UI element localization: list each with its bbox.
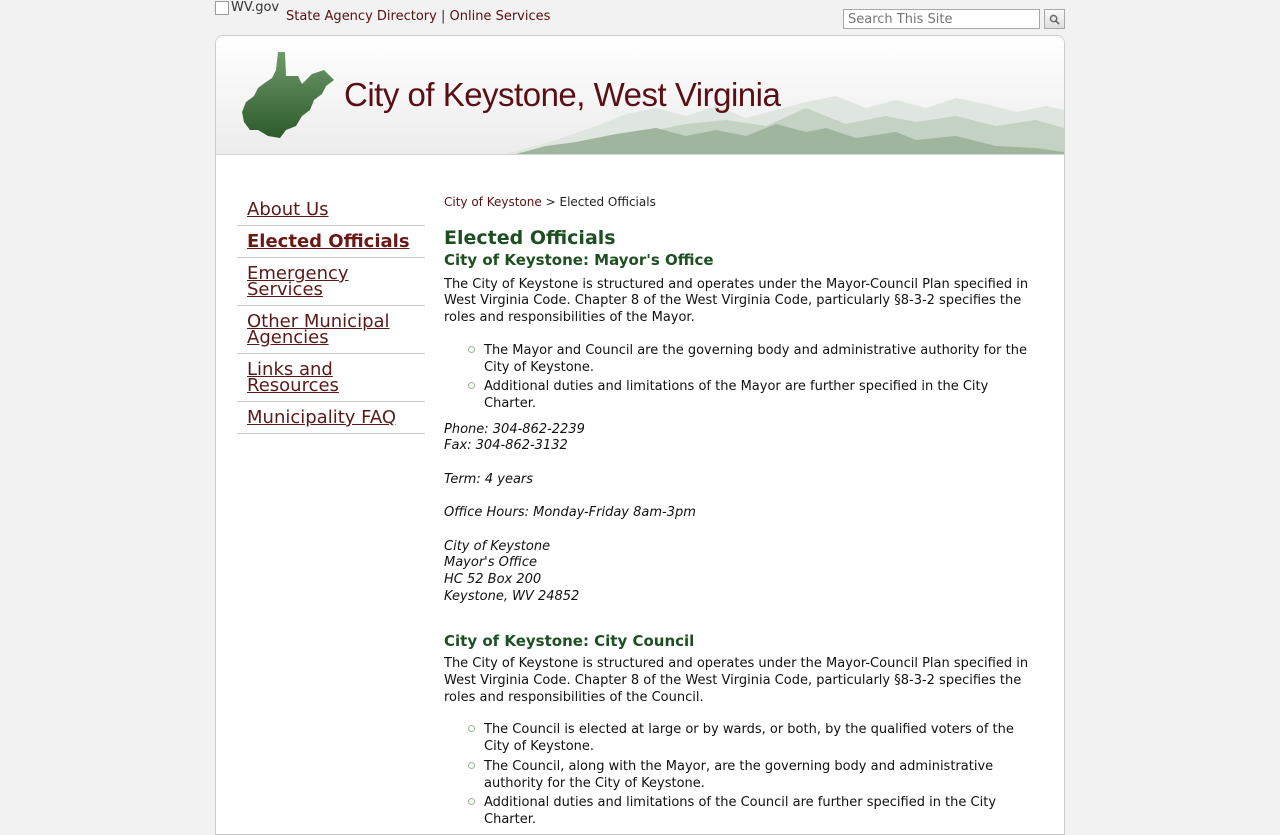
list-item: The Mayor and Council are the governing body and administrative authority for the City of Keystone. xyxy=(484,343,1034,376)
west-virginia-map-icon xyxy=(240,50,336,140)
search-button[interactable] xyxy=(1044,9,1065,29)
online-services-link[interactable]: Online Services xyxy=(449,9,551,24)
wv-gov-logo[interactable] xyxy=(215,0,279,15)
top-links xyxy=(286,9,550,24)
search-icon xyxy=(1049,14,1060,25)
sidebar-item-emergency-services[interactable]: Emergency Services xyxy=(237,258,425,306)
sidebar-item-municipality-faq[interactable]: Municipality FAQ xyxy=(237,402,425,434)
breadcrumb-home-link[interactable]: City of Keystone xyxy=(444,195,542,209)
mayor-term: Term: 4 years xyxy=(444,471,534,487)
list-item: The Council, along with the Mayor, are the governing body and administrative authority for the City of Keystone. xyxy=(484,759,1034,792)
breadcrumb xyxy=(444,194,1034,211)
address-line: Mayor's Office xyxy=(444,555,538,571)
wv-gov-logo-alt: WV.gov xyxy=(231,0,280,15)
sidebar-item-links-and-resources[interactable]: Links and Resources xyxy=(237,354,425,402)
mayor-fax: Fax: 304-862-3132 xyxy=(444,438,568,454)
mayor-contact xyxy=(444,422,1034,606)
address-line: City of Keystone xyxy=(444,538,551,554)
council-intro: The City of Keystone is structured and operates under the Mayor-Council Plan specified in West Virginia Code. Chapter 8 of the West Virginia Code, particularly §8-3-2 specifies the roles and responsibilities of the Council. xyxy=(444,656,1029,705)
council-section-heading: City of Keystone: City Council xyxy=(444,632,695,651)
mayor-section-heading: City of Keystone: Mayor's Office xyxy=(444,250,714,269)
list-item: The Council is elected at large or by wards, or both, by the qualified voters of the City of Keystone. xyxy=(484,722,1034,755)
mayor-bullets xyxy=(444,343,1034,413)
breadcrumb-separator: > xyxy=(545,195,556,209)
address-line: HC 52 Box 200 xyxy=(444,571,542,587)
list-item: Additional duties and limitations of the Council are further specified in the City Charter. xyxy=(484,795,1034,828)
council-bullets xyxy=(444,722,1034,828)
mayor-phone: Phone: 304-862-2239 xyxy=(444,421,585,437)
state-agency-directory-link[interactable]: State Agency Directory xyxy=(286,9,437,24)
main-content xyxy=(444,194,1034,832)
top-links-separator: | xyxy=(440,9,446,24)
top-bar xyxy=(0,0,1280,36)
site-search xyxy=(843,9,1065,29)
site-banner xyxy=(216,36,1064,155)
breadcrumb-current: Elected Officials xyxy=(559,195,656,209)
sidebar-item-other-municipal-agencies[interactable]: Other Municipal Agencies xyxy=(237,306,425,354)
site-title: City of Keystone, West Virginia xyxy=(344,76,781,113)
page-title: Elected Officials xyxy=(444,226,616,249)
mayor-intro: The City of Keystone is structured and operates under the Mayor-Council Plan specified in West Virginia Code. Chapter 8 of the West Virginia Code, particularly §8-3-2 specifies the roles and responsibilities of the Mayor. xyxy=(444,276,1029,326)
mayor-office-hours: Office Hours: Monday-Friday 8am-3pm xyxy=(444,505,696,521)
broken-image-icon xyxy=(215,1,229,15)
search-input[interactable] xyxy=(843,9,1040,29)
page-frame xyxy=(215,35,1065,835)
sidebar-item-about-us[interactable]: About Us xyxy=(237,194,425,226)
sidebar-item-elected-officials[interactable]: Elected Officials xyxy=(237,226,425,258)
sidebar-nav xyxy=(237,194,425,434)
list-item: Additional duties and limitations of the Mayor are further specified in the City Charter. xyxy=(484,379,1034,412)
address-line: Keystone, WV 24852 xyxy=(444,588,580,604)
